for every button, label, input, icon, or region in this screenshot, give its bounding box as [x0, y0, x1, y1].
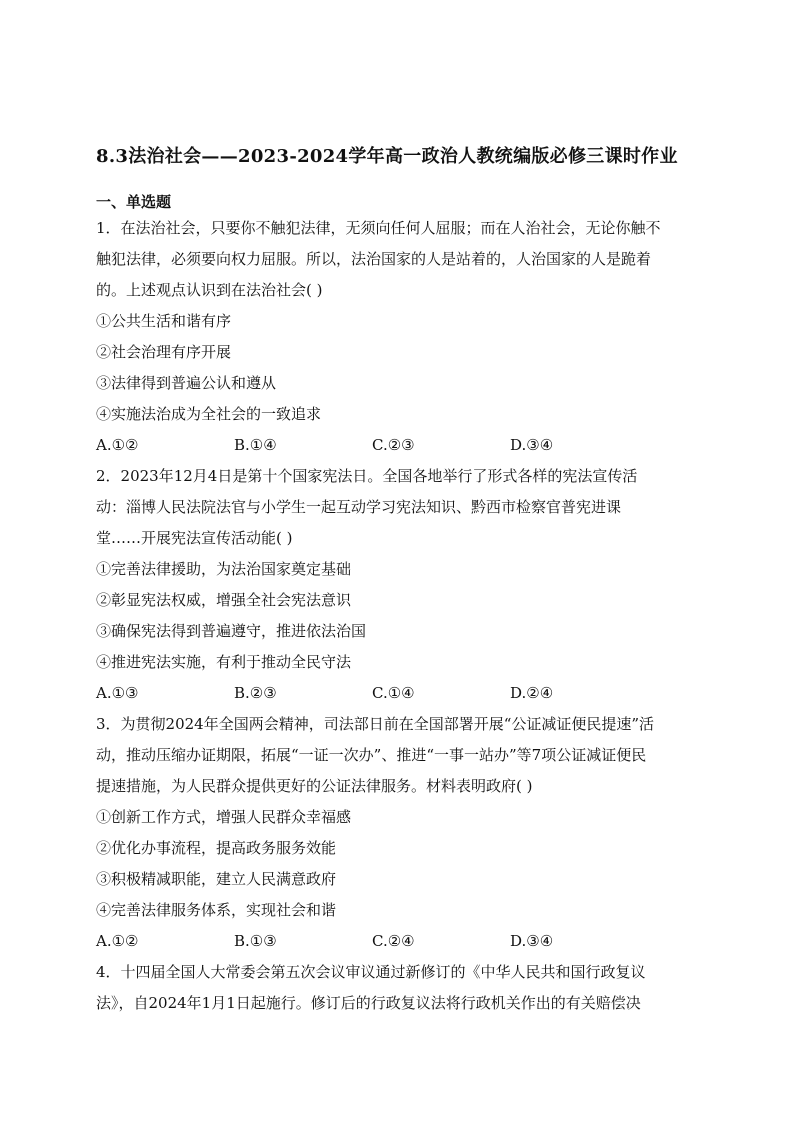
answer-choice: C.①④ [372, 684, 415, 702]
question-4 [96, 957, 700, 1019]
statement-option: ①创新工作方式，增强人民群众幸福感 [96, 808, 352, 826]
statement-option: ②优化办事流程，提高政务服务效能 [96, 839, 337, 857]
question-1 [96, 213, 700, 461]
answer-choices [96, 926, 700, 957]
question-3 [96, 709, 700, 957]
statement-option: ①完善法律援助，为法治国家奠定基础 [96, 560, 352, 578]
answer-choice: C.②③ [372, 436, 415, 454]
answer-choice: B.②③ [234, 684, 277, 702]
question-stem-line: 2．2023年12月4日是第十个国家宪法日。全国各地举行了形式各样的宪法宣传活 [96, 467, 638, 485]
statement-option: ②彰显宪法权威，增强全社会宪法意识 [96, 591, 352, 609]
question-stem-line: 动：淄博人民法院法官与小学生一起互动学习宪法知识、黔西市检察官普宪进课 [96, 498, 622, 516]
question-stem-line: 动，推动压缩办证期限，拓展“一证一次办”、推进“一事一站办”等7项公证减证便民 [96, 746, 647, 764]
answer-choice: B.①④ [234, 436, 277, 454]
answer-choices [96, 430, 700, 461]
answer-choice: D.③④ [510, 932, 554, 950]
question-stem-line: 触犯法律，必须要向权力屈服。所以，法治国家的人是站着的，人治国家的人是跪着 [96, 250, 652, 268]
section-heading: 一、单选题 [96, 193, 172, 211]
answer-choice: C.②④ [372, 932, 415, 950]
statement-option: ②社会治理有序开展 [96, 343, 232, 361]
statement-option: ③法律得到普遍公认和遵从 [96, 374, 277, 392]
question-stem-line: 法》，自2024年1月1日起施行。修订后的行政复议法将行政机关作出的有关赔偿决 [96, 994, 641, 1012]
question-list [96, 213, 700, 1019]
question-stem-line: 4．十四届全国人大常委会第五次会议审议通过新修订的《中华人民共和国行政复议 [96, 963, 646, 981]
statement-option: ③确保宪法得到普遍遵守，推进依法治国 [96, 622, 367, 640]
answer-choice: A.①③ [96, 684, 139, 702]
answer-choice: B.①③ [234, 932, 277, 950]
statement-option: ③积极精减职能，建立人民满意政府 [96, 870, 337, 888]
question-stem-line: 提速措施，为人民群众提供更好的公证法律服务。材料表明政府( ) [96, 777, 533, 795]
question-stem-line: 3．为贯彻2024年全国两会精神，司法部日前在全国部署开展“公证减证便民提速”活 [96, 715, 655, 733]
statement-option: ④实施法治成为全社会的一致追求 [96, 405, 322, 423]
question-stem-line: 1．在法治社会，只要你不触犯法律，无须向任何人屈服；而在人治社会，无论你触不 [96, 219, 661, 237]
answer-choice: A.①② [96, 932, 139, 950]
question-2 [96, 461, 700, 709]
statement-option: ④推进宪法实施，有利于推动全民守法 [96, 653, 352, 671]
answer-choice: D.③④ [510, 436, 554, 454]
answer-choices [96, 678, 700, 709]
document-title: 8.3法治社会——2023-2024学年高一政治人教统编版必修三课时作业 [96, 146, 678, 167]
answer-choice: D.②④ [510, 684, 554, 702]
question-stem-line: 堂……开展宪法宣传活动能( ) [96, 529, 293, 547]
answer-choice: A.①② [96, 436, 139, 454]
statement-option: ①公共生活和谐有序 [96, 312, 232, 330]
question-stem-line: 的。上述观点认识到在法治社会( ) [96, 281, 323, 299]
statement-option: ④完善法律服务体系，实现社会和谐 [96, 901, 337, 919]
